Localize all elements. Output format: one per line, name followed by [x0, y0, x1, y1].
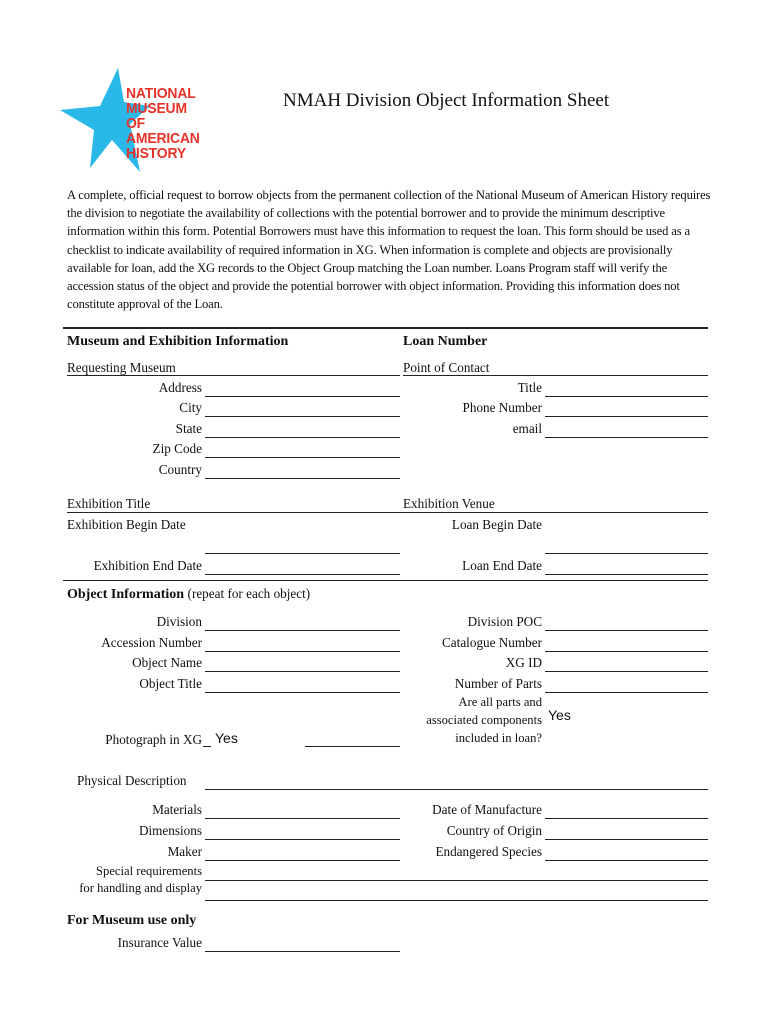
division-poc-field[interactable]	[545, 630, 708, 631]
object-name-field[interactable]	[205, 671, 400, 672]
special-requirements-field-2[interactable]	[205, 900, 708, 901]
loan-begin-date-field[interactable]	[545, 553, 708, 554]
object-title-field[interactable]	[205, 692, 400, 693]
point-of-contact-field[interactable]	[403, 375, 708, 376]
all-parts-value[interactable]: Yes	[548, 707, 571, 723]
materials-label: Materials	[152, 802, 202, 817]
city-field[interactable]	[205, 416, 400, 417]
logo-line: HISTORY	[126, 145, 186, 162]
endangered-species-label: Endangered Species	[435, 844, 542, 859]
accession-number-field[interactable]	[205, 651, 400, 652]
address-label: Address	[158, 380, 202, 395]
date-of-manufacture-label: Date of Manufacture	[432, 802, 542, 817]
photograph-in-xg-value[interactable]: Yes	[215, 730, 238, 746]
physical-description-field[interactable]	[205, 789, 708, 790]
country-of-origin-field[interactable]	[545, 839, 708, 840]
maker-field[interactable]	[205, 860, 400, 861]
number-of-parts-label: Number of Parts	[454, 676, 542, 691]
zip-code-label: Zip Code	[152, 441, 202, 456]
division-label: Division	[156, 614, 202, 629]
requesting-museum-label: Requesting Museum	[67, 360, 176, 375]
insurance-value-field[interactable]	[205, 951, 400, 952]
country-of-origin-label: Country of Origin	[446, 823, 542, 838]
country-field[interactable]	[205, 478, 400, 479]
city-label: City	[179, 400, 202, 415]
section-divider	[63, 327, 708, 329]
exhibition-begin-date-label: Exhibition Begin Date	[67, 517, 186, 532]
museum-heading: Museum and Exhibition Information	[67, 334, 289, 349]
zip-code-field[interactable]	[205, 457, 400, 458]
object-info-heading	[67, 586, 310, 603]
division-field[interactable]	[205, 630, 400, 631]
email-field[interactable]	[545, 437, 708, 438]
point-of-contact-label: Point of Contact	[403, 360, 490, 375]
materials-field[interactable]	[205, 818, 400, 819]
catalogue-number-label: Catalogue Number	[442, 635, 542, 650]
logo-line: NATIONAL	[126, 85, 196, 102]
dimensions-label: Dimensions	[138, 823, 202, 838]
nmah-logo	[60, 66, 220, 176]
phone-number-label: Phone Number	[462, 400, 542, 415]
all-parts-line: associated components	[426, 713, 542, 727]
photograph-in-xg-field[interactable]	[305, 746, 400, 747]
email-label: email	[512, 421, 542, 436]
all-parts-label	[390, 693, 542, 747]
loan-end-date-field[interactable]	[545, 574, 708, 575]
contact-title-field[interactable]	[545, 396, 708, 397]
page-title: NMAH Division Object Information Sheet	[283, 90, 610, 111]
exhibition-begin-date-field[interactable]	[205, 553, 400, 554]
exhibition-end-date-field[interactable]	[205, 574, 400, 575]
object-info-note: (repeat for each object)	[187, 586, 311, 601]
object-info-title: Object Information	[67, 587, 185, 602]
accession-number-label: Accession Number	[101, 635, 202, 650]
address-field[interactable]	[205, 396, 400, 397]
loan-begin-date-label: Loan Begin Date	[451, 517, 542, 532]
xg-id-field[interactable]	[545, 671, 708, 672]
contact-title-label: Title	[517, 380, 542, 395]
all-parts-line: Are all parts and	[458, 695, 542, 709]
exhibition-title-field[interactable]	[67, 512, 708, 513]
special-requirements-line: Special requirements	[96, 864, 202, 878]
exhibition-venue-label: Exhibition Venue	[403, 496, 495, 511]
logo-line: AMERICAN	[126, 130, 200, 147]
photograph-in-xg-label: Photograph in XG	[105, 732, 202, 747]
dimensions-field[interactable]	[205, 839, 400, 840]
insurance-value-label: Insurance Value	[117, 935, 202, 950]
logo-line: OF	[126, 115, 146, 132]
state-label: State	[175, 421, 202, 436]
requesting-museum-field[interactable]	[67, 375, 400, 376]
logo-line: MUSEUM	[126, 100, 187, 117]
logo-wordmark	[126, 86, 200, 161]
physical-description-label: Physical Description	[77, 773, 187, 788]
endangered-species-field[interactable]	[545, 860, 708, 861]
loan-end-date-label: Loan End Date	[462, 558, 542, 573]
catalogue-number-field[interactable]	[545, 651, 708, 652]
exhibition-end-date-label: Exhibition End Date	[93, 558, 202, 573]
phone-number-field[interactable]	[545, 416, 708, 417]
division-poc-label: Division POC	[467, 614, 542, 629]
object-name-label: Object Name	[132, 655, 202, 670]
date-of-manufacture-field[interactable]	[545, 818, 708, 819]
xg-id-label: XG ID	[505, 655, 542, 670]
state-field[interactable]	[205, 437, 400, 438]
all-parts-line: included in loan?	[455, 731, 542, 745]
number-of-parts-field[interactable]	[545, 692, 708, 693]
museum-use-heading: For Museum use only	[67, 913, 197, 928]
maker-label: Maker	[167, 844, 202, 859]
special-requirements-line: for handling and display	[79, 881, 202, 895]
special-requirements-field-1[interactable]	[205, 880, 708, 881]
section-divider	[63, 580, 708, 581]
photograph-lead-line	[203, 746, 211, 747]
special-requirements-label	[40, 863, 202, 897]
loan-number-heading: Loan Number	[403, 334, 488, 349]
intro-paragraph: A complete, official request to borrow objects from the permanent collection of the National Museum of American History requires the division to negotiate the availability of collections with the potential borrower and to provide the minimum descriptive information within this form. Potential Borrowers must have this information to request the loan. This form should be used as a checklist to indicate availability of required information in XG. When information is complete and objects are provisionally available for loan, add the XG records to the Object Group matching the Loan number. Loans Program staff will verify the accession status of the object and provide the potential borrower with object information. Providing this information does not constitute approval of the Loan.	[67, 188, 711, 312]
country-label: Country	[158, 462, 202, 477]
object-title-label: Object Title	[139, 676, 202, 691]
exhibition-title-label: Exhibition Title	[67, 496, 151, 511]
